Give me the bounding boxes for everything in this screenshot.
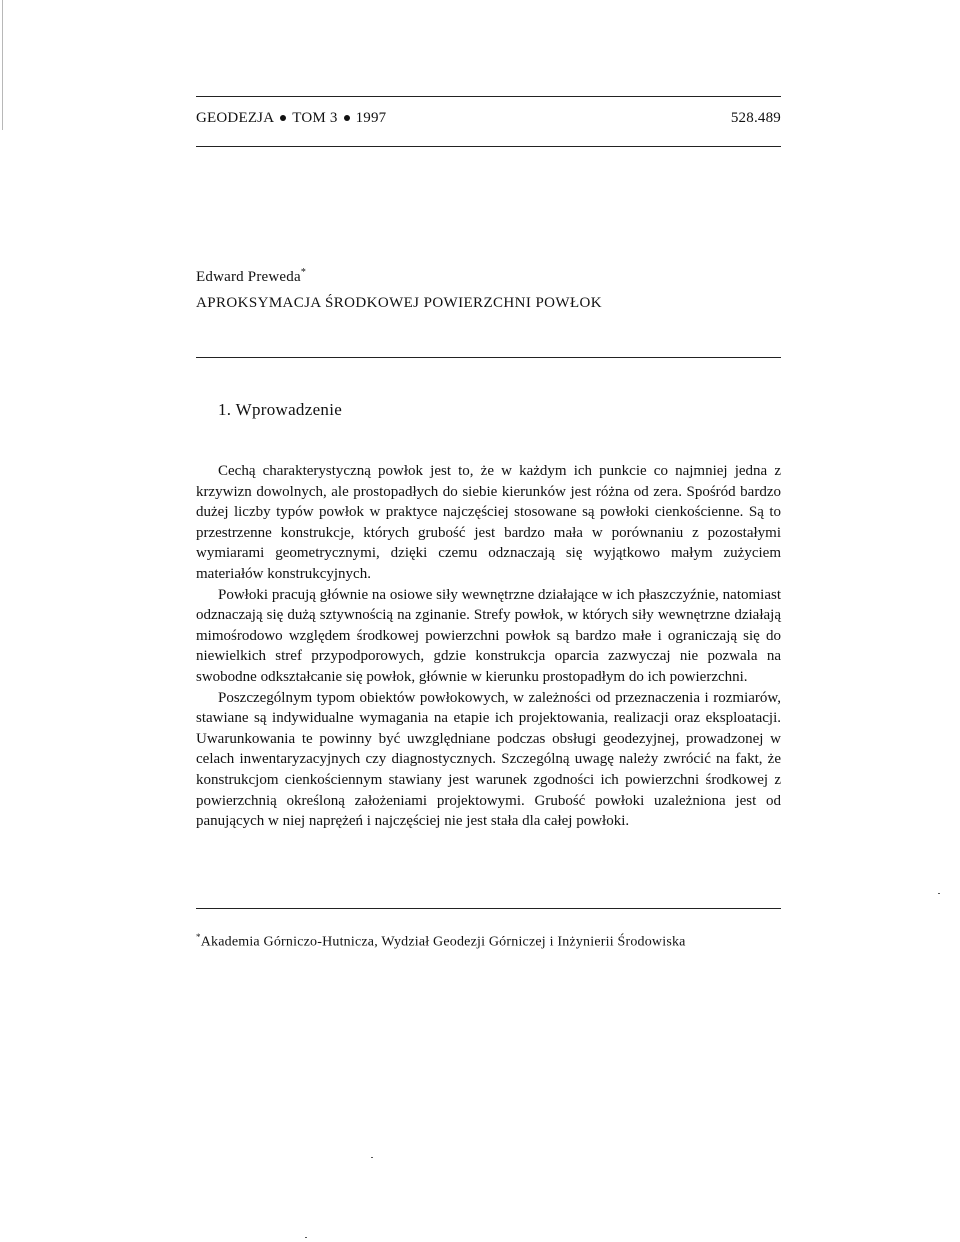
- classification-code: 528.489: [730, 110, 781, 126]
- header-top-rule: [196, 96, 781, 97]
- author-line: [196, 267, 306, 286]
- paragraph: Cechą charakterystyczną powłok jest to, że w każdym ich punkcie co najmniej jedna z krzywizn dowolnych, ale prostopadłych do siebie kierunków jest różna od zera. Spośród bardzo dużej liczby typów powłok w praktyce najczęściej stosowane są powłoki cienkościenne. Są to przestrzenne konstrukcje, których grubość jest bardzo mała w porównaniu z pozostałymi wymiarami geometrycznymi, dzięki czemu odznaczają się wyjątkowo małym zużyciem materiałów konstrukcyjnych.: [196, 463, 781, 582]
- article-title: APROKSYMACJA ŚRODKOWEJ POWIERZCHNI POWŁOK: [196, 295, 603, 311]
- scan-speck: [305, 1237, 307, 1238]
- running-header: [196, 110, 781, 127]
- journal-year: 1997: [355, 110, 387, 126]
- footnote-rule: [196, 908, 781, 909]
- scan-speck: [371, 1157, 373, 1158]
- paragraph: Powłoki pracują głównie na osiowe siły wewnętrzne działające w ich płaszczyźnie, natomiast odznaczają się dużą sztywnością na zginanie. Strefy powłok, w których siły wewnętrzne działają mimośrodowo względem środkowej powierzchni powłok są bardzo małe i ograniczają się do niewielkich stref przypodporowych, gdzie konstrukcja oparcia zazwyczaj nie pozwala na swobodne odkształcanie się powłok, głównie w kierunku prostopadłym do ich powierzchni.: [196, 586, 781, 685]
- bullet-icon: [280, 115, 286, 121]
- journal-name: GEODEZJA: [196, 110, 275, 126]
- journal-info: [196, 110, 386, 127]
- body-text: [196, 461, 781, 832]
- title-rule: [196, 357, 781, 358]
- scan-speck: [938, 893, 940, 894]
- paragraph: Poszczególnym typom obiektów powłokowych, w zależności od przeznaczenia i rozmiarów, stawiane są indywidualne wymagania na etapie ich projektowania, realizacji oraz eksploatacji. Uwarunkowania te powinny być uwzględniane podczas obsługi geodezyjnej, prowadzonej w celach inwentaryzacyjnych czy diagnostycznych. Szczególną uwagę należy zwrócić na fakt, że konstrukcjom cienkościennym stawiany jest warunek zgodności ich powierzchni środkowej z powierzchnią określoną założeniami projektowymi. Grubość powłoki uzależniona jest od panujących w niej naprężeń i najczęściej nie jest stała dla całej powłoki.: [196, 689, 781, 830]
- footnote-text: Akademia Górniczo-Hutnicza, Wydział Geodezji Górniczej i Inżynierii Środowiska: [200, 934, 686, 950]
- section-heading: 1. Wprowadzenie: [218, 400, 343, 419]
- footnote: [196, 932, 686, 951]
- author-name: Edward Preweda: [196, 269, 301, 285]
- journal-volume: TOM 3: [292, 110, 338, 126]
- header-bottom-rule: [196, 146, 781, 147]
- scan-edge-mark: [2, 0, 3, 130]
- bullet-icon: [344, 115, 350, 121]
- author-footnote-marker: *: [300, 267, 307, 278]
- footnote-marker: *: [196, 932, 201, 942]
